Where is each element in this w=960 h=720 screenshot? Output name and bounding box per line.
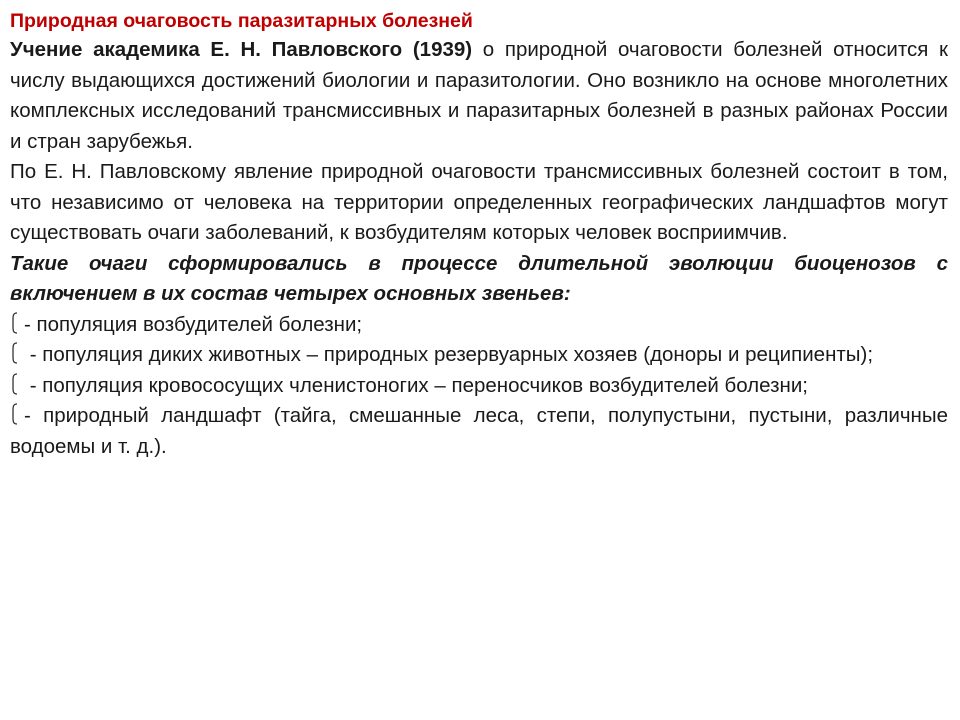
- bracket-bullet-icon: [10, 373, 20, 395]
- bullet-item: [10, 401, 948, 462]
- paragraph-emphasis: Такие очаги сформировались в процессе длительной эволюции биоценозов с включением в их состав четырех основных звеньев:: [10, 251, 948, 305]
- paragraph-intro-lead: Учение академика Е. Н. Павловского (1939): [10, 38, 473, 61]
- bullet-item: [10, 371, 948, 402]
- paragraph-intro-text: о природной очаговости болезней относится к числу выдающихся достижений биологии и паразитологии. Оно возникло на основе многолетних комплексных исследований трансмиссивных и паразитарных болезней в разных районах России и стран зарубежья.: [10, 38, 949, 153]
- paragraph-intro: [10, 35, 948, 157]
- bullet-item-text: - природный ландшафт (тайга, смешанные леса, степи, полупустыни, пустыни, различные водоемы и т. д.).: [10, 404, 948, 458]
- slide-title: Природная очаговость паразитарных болезней: [10, 10, 473, 32]
- paragraph-definition: По Е. Н. Павловскому явление природной очаговости трансмиссивных болезней состоит в том, что независимо от человека на территории определенных географических ландшафтов могут существовать очаги заболеваний, к возбудителям которых человек восприимчив.: [10, 160, 948, 244]
- bullet-item: [10, 310, 948, 341]
- bracket-bullet-icon: [10, 403, 20, 425]
- bracket-bullet-icon: [10, 342, 20, 364]
- bullet-item-text: - популяция диких животных – природных резервуарных хозяев (доноры и реципиенты);: [24, 343, 874, 366]
- bullet-item-text: - популяция возбудителей болезни;: [24, 312, 363, 336]
- bracket-bullet-icon: [10, 312, 20, 334]
- slide-content: [10, 7, 948, 462]
- bullet-item-text: - популяция кровососущих членистоногих – переносчиков возбудителей болезни;: [24, 373, 808, 397]
- bullet-item: [10, 340, 948, 371]
